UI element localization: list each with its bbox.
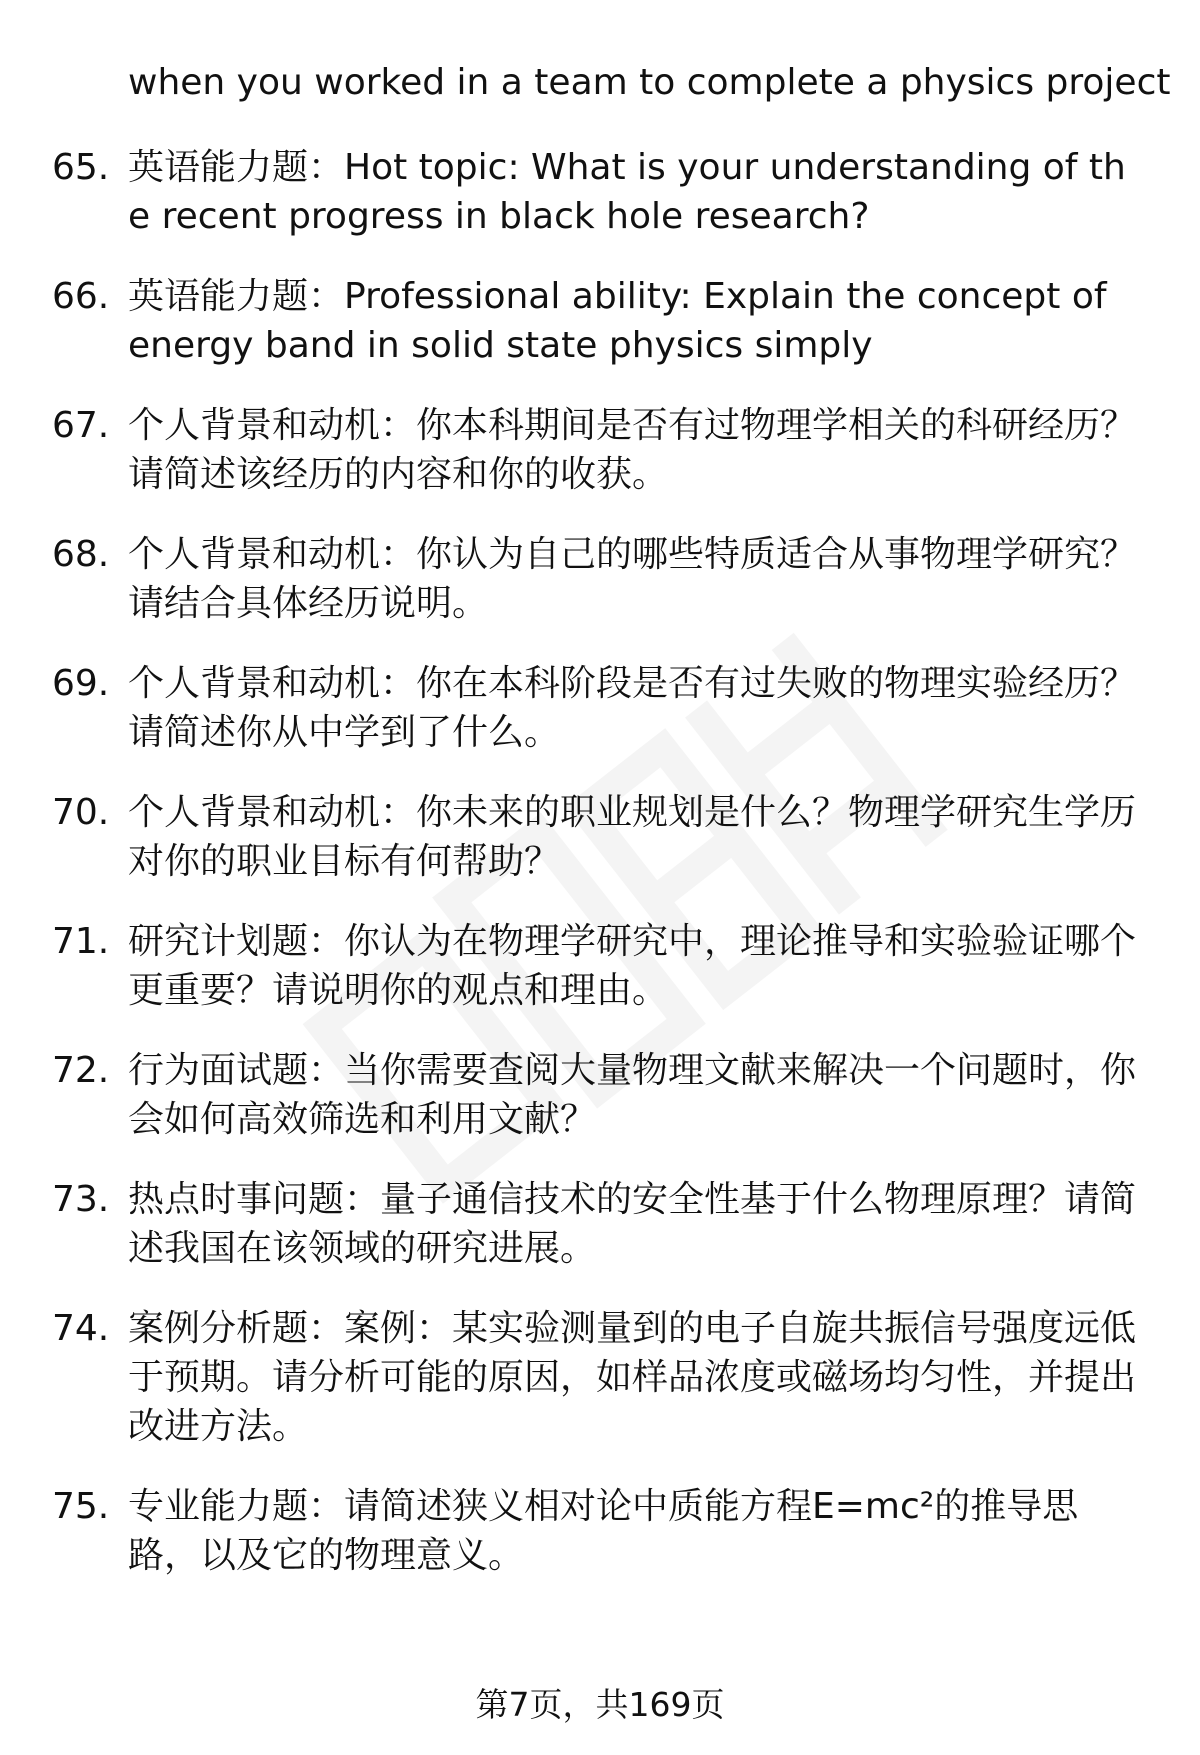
item-text: 专业能力题：请简述狭义相对论中质能方程E=mc²的推导思路，以及它的物理意义。 (128, 1486, 1079, 1576)
item-number: 72. (52, 1050, 110, 1091)
item-text: 热点时事问题：量子通信技术的安全性基于什么物理原理？请简述我国在该领域的研究进展。 (128, 1179, 1137, 1269)
item-number: 67. (52, 405, 110, 446)
question-list (0, 143, 1200, 1611)
list-item (0, 659, 1200, 757)
continued-line: when you worked in a team to complete a physics project (128, 62, 1171, 103)
item-text: 个人背景和动机：你未来的职业规划是什么？物理学研究生学历对你的职业目标有何帮助？ (128, 792, 1137, 882)
list-item (0, 1046, 1200, 1144)
item-number: 65. (52, 147, 110, 188)
list-item (0, 1482, 1200, 1580)
list-item (0, 272, 1200, 370)
item-number: 75. (52, 1486, 110, 1527)
list-item (0, 1304, 1200, 1451)
list-item (0, 917, 1200, 1015)
item-text: 个人背景和动机：你认为自己的哪些特质适合从事物理学研究？请结合具体经历说明。 (128, 534, 1137, 624)
item-number: 70. (52, 792, 110, 833)
list-item (0, 401, 1200, 499)
item-text: 研究计划题：你认为在物理学研究中，理论推导和实验验证哪个更重要？请说明你的观点和理由。 (128, 921, 1137, 1011)
item-text: 个人背景和动机：你本科期间是否有过物理学相关的科研经历？请简述该经历的内容和你的收获。 (128, 405, 1137, 495)
list-item (0, 1175, 1200, 1273)
list-item (0, 530, 1200, 628)
item-number: 71. (52, 921, 110, 962)
item-text: 个人背景和动机：你在本科阶段是否有过失败的物理实验经历？请简述你从中学到了什么。 (128, 663, 1137, 753)
item-text: 案例分析题：案例：某实验测量到的电子自旋共振信号强度远低于预期。请分析可能的原因，如样品浓度或磁场均匀性，并提出改进方法。 (128, 1308, 1137, 1447)
item-number: 74. (52, 1308, 110, 1349)
list-item (0, 143, 1200, 241)
item-number: 66. (52, 276, 110, 317)
item-number: 73. (52, 1179, 110, 1220)
item-number: 68. (52, 534, 110, 575)
item-text: 英语能力题：Hot topic: What is your understanding of the recent progress in black hole research? (128, 147, 1126, 237)
item-text: 行为面试题：当你需要查阅大量物理文献来解决一个问题时，你会如何高效筛选和利用文献？ (128, 1050, 1137, 1140)
list-item (0, 788, 1200, 886)
page-number: 第7页，共169页 (475, 1685, 725, 1724)
item-text: 英语能力题：Professional ability: Explain the concept of energy band in solid state physics simply (128, 276, 1107, 366)
item-number: 69. (52, 663, 110, 704)
